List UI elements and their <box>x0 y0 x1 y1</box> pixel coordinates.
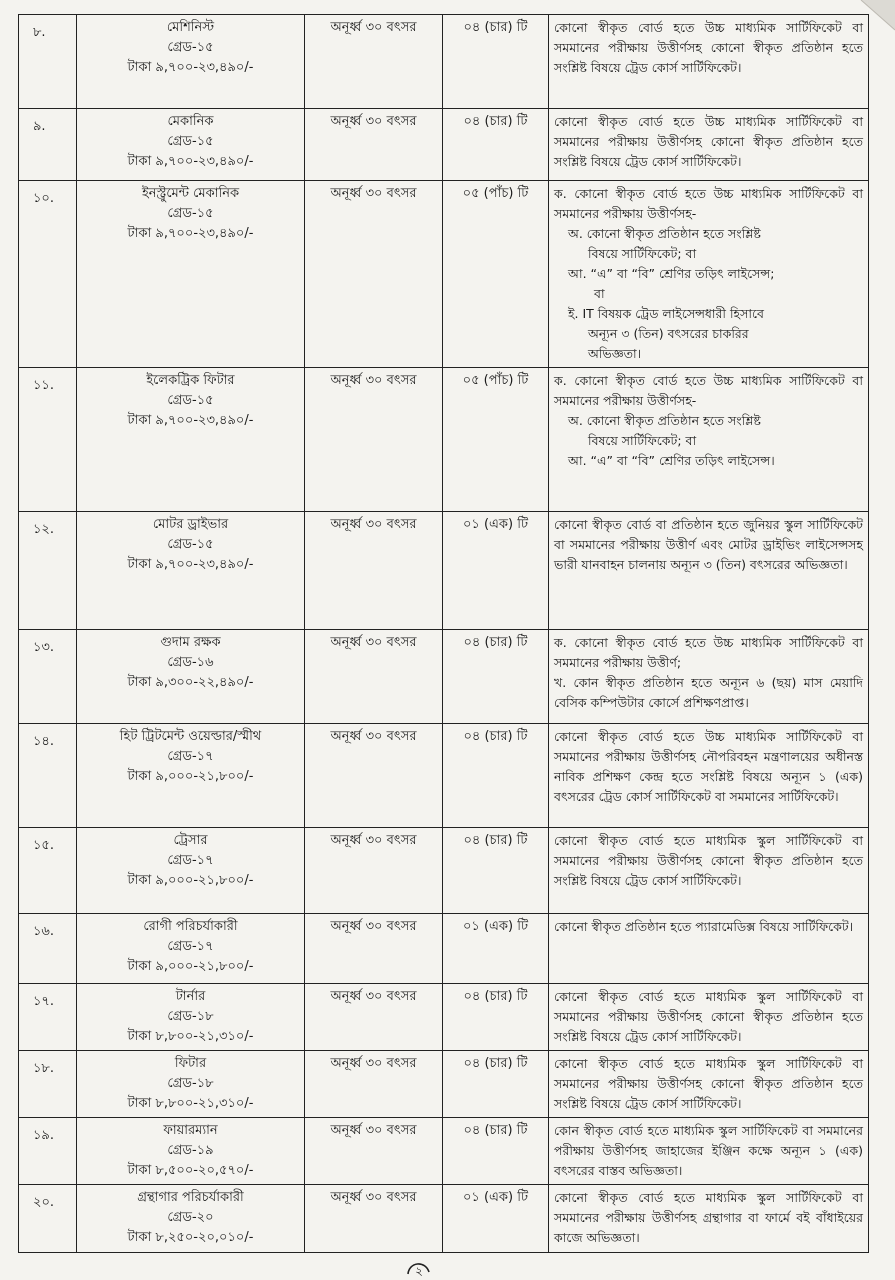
post-count-cell <box>443 1051 549 1118</box>
age-limit-cell <box>305 15 443 109</box>
post-name: গুদাম রক্ষক <box>160 635 221 650</box>
qualification-line: কোনো স্বীকৃত বোর্ড হতে মাধ্যমিক স্কুল সার্টিফিকেট বা সমমানের পরীক্ষায় উত্তীর্ণসহ কোনো স্বীকৃত প্রতিষ্ঠান হতে সংশ্লিষ্ট বিষয়ে ট্রেড কোর্স সার্টিফিকেট। <box>554 989 863 1044</box>
serial-number: ১৩. <box>33 640 55 655</box>
post-grade: গ্রেড-১৫ <box>167 40 214 55</box>
serial-number: ১৯. <box>33 1128 55 1143</box>
post-name: টার্নার <box>175 989 206 1004</box>
post-cell <box>77 630 305 724</box>
table-row <box>19 109 869 181</box>
post-cell <box>77 1051 305 1118</box>
age-limit: অনূর্ধ্ব ৩০ বৎসর <box>330 919 417 934</box>
qualification-line: কোনো স্বীকৃত বোর্ড হতে উচ্চ মাধ্যমিক সার্টিফিকেট বা সমমানের পরীক্ষায় উত্তীর্ণসহ নৌপরিবহন মন্ত্রণালয়ের অধীনস্ত নাবিক প্রশিক্ষণ কেন্দ্র হতে সংশ্লিষ্ট বিষয়ে অন্যূন ১ (এক) বৎসরের ট্রেড কোর্স সার্টিফিকেট বা সমমানের সার্টিফিকেট। <box>554 729 863 804</box>
table-row <box>19 368 869 512</box>
post-cell <box>77 914 305 984</box>
age-limit: অনূর্ধ্ব ৩০ বৎসর <box>330 635 417 650</box>
serial-cell <box>19 828 77 914</box>
page-number: ২ <box>415 1264 423 1278</box>
post-count-cell <box>443 914 549 984</box>
qualification-line: ই. IT বিষয়ক ট্রেড লাইসেন্সধারী হিসাবে <box>568 306 764 321</box>
pay-scale: টাকা ৯,৩০০-২২,৪৯০/- <box>127 675 254 690</box>
page-number-mark <box>405 1252 433 1280</box>
qualification-line: ক. কোনো স্বীকৃত বোর্ড হতে উচ্চ মাধ্যমিক সার্টিফিকেট বা সমমানের পরীক্ষায় উত্তীর্ণসহ- <box>554 186 863 221</box>
post-name: ইনস্ট্রুমেন্ট মেকানিক <box>141 186 240 201</box>
qualification-line: কোন স্বীকৃত বোর্ড হতে মাধ্যমিক স্কুল সার্টিফিকেট বা সমমানের পরীক্ষায় উত্তীর্ণসহ জাহাজের ইঞ্জিন কক্ষে অন্যূন ১ (এক) বৎসরের বাস্তব অভিজ্ঞতা। <box>554 1123 863 1178</box>
serial-number: ১৫. <box>33 838 55 853</box>
pay-scale: টাকা ৯,৭০০-২৩,৪৯০/- <box>127 60 254 75</box>
post-count: ০৫ (পাঁচ) টি <box>462 186 529 201</box>
posts-table <box>18 14 869 1253</box>
pay-scale: টাকা ৯,৭০০-২৩,৪৯০/- <box>127 226 254 241</box>
post-count-cell <box>443 630 549 724</box>
qualification-cell <box>549 1118 869 1185</box>
qualification-line: খ. কোন স্বীকৃত প্রতিষ্ঠান হতে অন্যূন ৬ (ছয়) মাস মেয়াদি বেসিক কম্পিউটার কোর্সে প্রশিক্ষণপ্রাপ্ত। <box>554 675 863 710</box>
serial-number: ১৬. <box>33 924 55 939</box>
age-limit-cell <box>305 914 443 984</box>
qualification-cell <box>549 512 869 630</box>
qualification-cell <box>549 1185 869 1253</box>
age-limit-cell <box>305 1185 443 1253</box>
post-count: ০৪ (চার) টি <box>463 1056 528 1071</box>
age-limit: অনূর্ধ্ব ৩০ বৎসর <box>330 20 417 35</box>
post-count-cell <box>443 109 549 181</box>
page-fold-corner <box>855 0 895 40</box>
post-count-cell <box>443 1118 549 1185</box>
serial-cell <box>19 368 77 512</box>
post-name: মেশিনিস্ট <box>166 20 215 35</box>
age-limit-cell <box>305 724 443 828</box>
post-grade: গ্রেড-১৭ <box>167 749 214 764</box>
age-limit-cell <box>305 181 443 368</box>
post-count-cell <box>443 984 549 1051</box>
post-grade: গ্রেড-১৫ <box>167 206 214 221</box>
post-count: ০৪ (চার) টি <box>463 989 528 1004</box>
table-row <box>19 15 869 109</box>
pay-scale: টাকা ৮,৮০০-২১,৩১০/- <box>127 1029 254 1044</box>
post-count: ০১ (এক) টি <box>462 1190 529 1205</box>
age-limit: অনূর্ধ্ব ৩০ বৎসর <box>330 1190 417 1205</box>
serial-cell <box>19 512 77 630</box>
pay-scale: টাকা ৯,৭০০-২৩,৪৯০/- <box>127 413 254 428</box>
post-grade: গ্রেড-১৫ <box>167 393 214 408</box>
table-row <box>19 914 869 984</box>
age-limit: অনূর্ধ্ব ৩০ বৎসর <box>330 373 417 388</box>
serial-number: ১৭. <box>33 994 55 1009</box>
qualification-cell <box>549 984 869 1051</box>
post-cell <box>77 181 305 368</box>
age-limit: অনূর্ধ্ব ৩০ বৎসর <box>330 833 417 848</box>
post-cell <box>77 1118 305 1185</box>
qualification-line: কোনো স্বীকৃত বোর্ড হতে মাধ্যমিক স্কুল সার্টিফিকেট বা সমমানের পরীক্ষায় উত্তীর্ণসহ কোনো স্বীকৃত প্রতিষ্ঠান হতে সংশ্লিষ্ট বিষয়ে ট্রেড কোর্স সার্টিফিকেট। <box>554 1056 863 1111</box>
serial-number: ২০. <box>33 1195 55 1210</box>
qualification-line: ক. কোনো স্বীকৃত বোর্ড হতে উচ্চ মাধ্যমিক সার্টিফিকেট বা সমমানের পরীক্ষায় উত্তীর্ণ; <box>554 635 863 670</box>
age-limit-cell <box>305 1118 443 1185</box>
qualification-line: ক. কোনো স্বীকৃত বোর্ড হতে উচ্চ মাধ্যমিক সার্টিফিকেট বা সমমানের পরীক্ষায় উত্তীর্ণসহ- <box>554 373 863 408</box>
post-cell <box>77 368 305 512</box>
post-count-cell <box>443 724 549 828</box>
post-name: ফায়ারম্যান <box>163 1123 218 1138</box>
qualification-line: কোনো স্বীকৃত বোর্ড হতে মাধ্যমিক স্কুল সার্টিফিকেট বা সমমানের পরীক্ষায় উত্তীর্ণসহ গ্রন্থাগার বা ফার্মে বই বাঁধাইয়ের কাজে অভিজ্ঞতা। <box>554 1190 863 1245</box>
serial-cell <box>19 984 77 1051</box>
serial-cell <box>19 630 77 724</box>
serial-number: ১১. <box>33 378 55 393</box>
pay-scale: টাকা ৯,৭০০-২৩,৪৯০/- <box>127 154 254 169</box>
serial-number: ৮. <box>33 25 46 40</box>
qualification-line: অ. কোনো স্বীকৃত প্রতিষ্ঠান হতে সংশ্লিষ্ট <box>568 413 761 428</box>
post-count-cell <box>443 512 549 630</box>
table-row <box>19 181 869 368</box>
post-count: ০১ (এক) টি <box>462 517 529 532</box>
serial-cell <box>19 914 77 984</box>
post-cell <box>77 109 305 181</box>
age-limit-cell <box>305 984 443 1051</box>
post-cell <box>77 1185 305 1253</box>
post-count: ০৪ (চার) টি <box>463 114 528 129</box>
qualification-line: বিষয়ে সার্টিফিকেট; বা <box>588 246 697 261</box>
serial-number: ১০. <box>33 191 55 206</box>
table-row <box>19 828 869 914</box>
post-grade: গ্রেড-১৭ <box>167 853 214 868</box>
table-row <box>19 1051 869 1118</box>
table-row <box>19 1185 869 1253</box>
qualification-line: কোনো স্বীকৃত বোর্ড বা প্রতিষ্ঠান হতে জুনিয়র স্কুল সার্টিফিকেট বা সমমানের পরীক্ষায় উত্তীর্ণ এবং মোটর ড্রাইভিং লাইসেন্সসহ ভারী যানবাহন চালনায় অন্যূন ৩ (তিন) বৎসরের অভিজ্ঞতা। <box>554 517 863 572</box>
post-count: ০৪ (চার) টি <box>463 729 528 744</box>
post-cell <box>77 724 305 828</box>
serial-number: ৯. <box>33 119 46 134</box>
post-count: ০৪ (চার) টি <box>463 1123 528 1138</box>
post-cell <box>77 15 305 109</box>
post-name: মেকানিক <box>167 114 214 129</box>
qualification-cell <box>549 15 869 109</box>
post-count-cell <box>443 15 549 109</box>
post-count-cell <box>443 1185 549 1253</box>
post-grade: গ্রেড-১৮ <box>167 1076 214 1091</box>
age-limit: অনূর্ধ্ব ৩০ বৎসর <box>330 1123 417 1138</box>
post-name: রোগী পরিচর্যাকারী <box>143 919 238 934</box>
table-row <box>19 984 869 1051</box>
age-limit-cell <box>305 368 443 512</box>
age-limit: অনূর্ধ্ব ৩০ বৎসর <box>330 186 417 201</box>
age-limit-cell <box>305 512 443 630</box>
table-row <box>19 724 869 828</box>
post-grade: গ্রেড-১৭ <box>167 939 214 954</box>
qualification-line: কোনো স্বীকৃত বোর্ড হতে উচ্চ মাধ্যমিক সার্টিফিকেট বা সমমানের পরীক্ষায় উত্তীর্ণসহ কোনো স্বীকৃত প্রতিষ্ঠান হতে সংশ্লিষ্ট বিষয়ে ট্রেড কোর্স সার্টিফিকেট। <box>554 114 863 169</box>
post-grade: গ্রেড-১৯ <box>167 1143 214 1158</box>
age-limit-cell <box>305 109 443 181</box>
post-grade: গ্রেড-২০ <box>167 1210 214 1225</box>
post-name: হিট ট্রিটমেন্ট ওয়েল্ডার/স্মীথ <box>119 729 262 744</box>
qualification-line: আ. “এ” বা “বি” শ্রেণির তড়িৎ লাইসেন্স। <box>568 453 775 468</box>
serial-cell <box>19 1185 77 1253</box>
post-count: ০১ (এক) টি <box>462 919 529 934</box>
pay-scale: টাকা ৮,৫০০-২০,৫৭০/- <box>127 1163 254 1178</box>
post-grade: গ্রেড-১৬ <box>167 655 214 670</box>
pay-scale: টাকা ৯,০০০-২১,৮০০/- <box>127 873 254 888</box>
qualification-line: বা <box>594 286 605 301</box>
age-limit: অনূর্ধ্ব ৩০ বৎসর <box>330 114 417 129</box>
post-count: ০৪ (চার) টি <box>463 635 528 650</box>
pay-scale: টাকা ৯,৭০০-২৩,৪৯০/- <box>127 557 254 572</box>
serial-cell <box>19 15 77 109</box>
pay-scale: টাকা ৮,২৫০-২০,০১০/- <box>127 1230 254 1245</box>
post-cell <box>77 828 305 914</box>
pay-scale: টাকা ৯,০০০-২১,৮০০/- <box>127 959 254 974</box>
table-row <box>19 1118 869 1185</box>
qualification-cell <box>549 630 869 724</box>
post-grade: গ্রেড-১৫ <box>167 537 214 552</box>
qualification-cell <box>549 109 869 181</box>
age-limit: অনূর্ধ্ব ৩০ বৎসর <box>330 989 417 1004</box>
post-count: ০৪ (চার) টি <box>463 833 528 848</box>
post-cell <box>77 984 305 1051</box>
serial-cell <box>19 724 77 828</box>
qualification-line: অন্যূন ৩ (তিন) বৎসরের চাকরির <box>588 326 749 341</box>
qualification-cell <box>549 724 869 828</box>
pay-scale: টাকা ৯,০০০-২১,৮০০/- <box>127 769 254 784</box>
pay-scale: টাকা ৮,৮০০-২১,৩১০/- <box>127 1096 254 1111</box>
serial-cell <box>19 181 77 368</box>
serial-cell <box>19 1051 77 1118</box>
post-name: ফিটার <box>174 1056 207 1071</box>
posts-table-body <box>19 15 869 1253</box>
qualification-cell <box>549 1051 869 1118</box>
age-limit-cell <box>305 630 443 724</box>
post-name: ইলেকট্রিক ফিটার <box>146 373 235 388</box>
post-grade: গ্রেড-১৮ <box>167 1009 214 1024</box>
post-count: ০৫ (পাঁচ) টি <box>462 373 529 388</box>
serial-number: ১২. <box>33 522 55 537</box>
table-row <box>19 630 869 724</box>
qualification-cell <box>549 181 869 368</box>
document-page <box>18 14 868 1253</box>
post-grade: গ্রেড-১৫ <box>167 134 214 149</box>
qualification-line: কোনো স্বীকৃত বোর্ড হতে মাধ্যমিক স্কুল সার্টিফিকেট বা সমমানের পরীক্ষায় উত্তীর্ণসহ কোনো স্বীকৃত প্রতিষ্ঠান হতে সংশ্লিষ্ট বিষয়ে ট্রেড কোর্স সার্টিফিকেট। <box>554 833 863 888</box>
qualification-cell <box>549 368 869 512</box>
post-count: ০৪ (চার) টি <box>463 20 528 35</box>
qualification-line: অভিজ্ঞতা। <box>588 346 642 361</box>
serial-cell <box>19 1118 77 1185</box>
age-limit-cell <box>305 828 443 914</box>
serial-number: ১৮. <box>33 1061 55 1076</box>
post-count-cell <box>443 181 549 368</box>
table-row <box>19 512 869 630</box>
post-name: ট্রেসার <box>173 833 208 848</box>
age-limit: অনূর্ধ্ব ৩০ বৎসর <box>330 729 417 744</box>
qualification-line: অ. কোনো স্বীকৃত প্রতিষ্ঠান হতে সংশ্লিষ্ট <box>568 226 761 241</box>
serial-cell <box>19 109 77 181</box>
post-name: গ্রন্থাগার পরিচর্যাকারী <box>137 1190 244 1205</box>
post-cell <box>77 512 305 630</box>
age-limit-cell <box>305 1051 443 1118</box>
qualification-cell <box>549 828 869 914</box>
post-count-cell <box>443 368 549 512</box>
qualification-line: বিষয়ে সার্টিফিকেট; বা <box>588 433 697 448</box>
serial-number: ১৪. <box>33 734 55 749</box>
age-limit: অনূর্ধ্ব ৩০ বৎসর <box>330 1056 417 1071</box>
qualification-cell <box>549 914 869 984</box>
age-limit: অনূর্ধ্ব ৩০ বৎসর <box>330 517 417 532</box>
post-count-cell <box>443 828 549 914</box>
qualification-line: কোনো স্বীকৃত প্রতিষ্ঠান হতে প্যারামেডিক্স বিষয়ে সার্টিফিকেট। <box>554 919 854 934</box>
post-name: মোটর ড্রাইভার <box>152 517 229 532</box>
qualification-line: কোনো স্বীকৃত বোর্ড হতে উচ্চ মাধ্যমিক সার্টিফিকেট বা সমমানের পরীক্ষায় উত্তীর্ণসহ কোনো স্বীকৃত প্রতিষ্ঠান হতে সংশ্লিষ্ট বিষয়ে ট্রেড কোর্স সার্টিফিকেট। <box>554 20 863 75</box>
qualification-line: আ. “এ” বা “বি” শ্রেণির তড়িৎ লাইসেন্স; <box>568 266 775 281</box>
